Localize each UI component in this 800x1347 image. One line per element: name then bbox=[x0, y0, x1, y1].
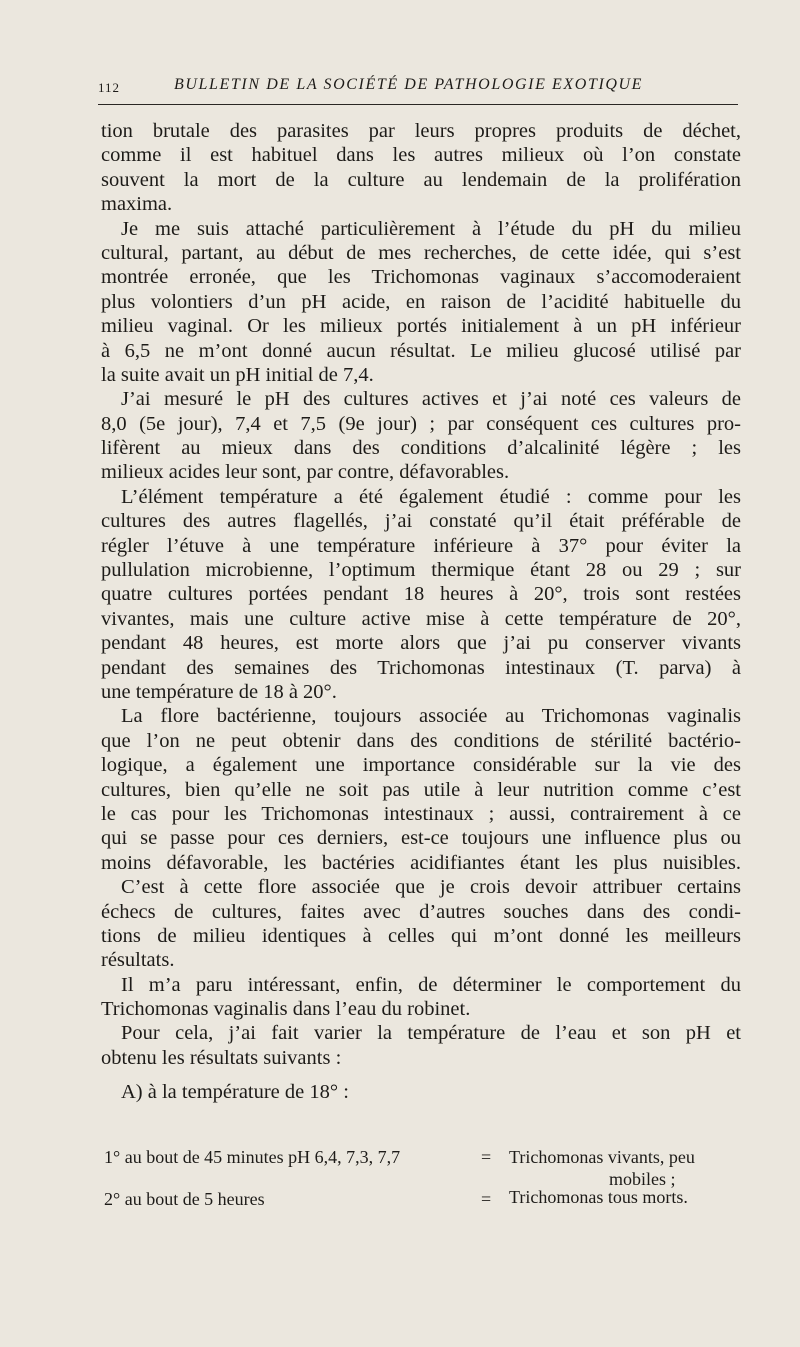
text-line: Je me suis attaché particulièrement à l’étude du pH du milieu bbox=[121, 217, 741, 240]
text-line: L’élément température a été également étudié : comme pour les bbox=[121, 485, 741, 508]
result-outcome-2: Trichomonas tous morts. bbox=[509, 1187, 688, 1207]
text-line: échecs de cultures, faites avec d’autres souches dans des condi- bbox=[101, 900, 741, 923]
text-line: quatre cultures portées pendant 18 heures à 20°, trois sont restées bbox=[101, 583, 741, 606]
text-line: une température de 18 à 20°. bbox=[101, 680, 337, 703]
text-line: logique, a également une importance considérable sur la vie des bbox=[101, 754, 741, 777]
page-number: 112 bbox=[98, 80, 121, 95]
text-line: tions de milieu identiques à celles qui m’ont donné les meilleurs bbox=[101, 924, 741, 947]
text-line: milieu vaginal. Or les milieux portés initialement à un pH inférieur bbox=[101, 315, 741, 338]
text-line: J’ai mesuré le pH des cultures actives et j’ai noté ces valeurs de bbox=[121, 388, 741, 411]
text-line: pendant 48 heures, est morte alors que j’ai pu conserver vivants bbox=[101, 632, 741, 655]
running-title: BULLETIN DE LA SOCIÉTÉ DE PATHOLOGIE EXOTIQUE bbox=[174, 76, 644, 93]
text-line: le cas pour les Trichomonas intestinaux ; aussi, contrairement à ce bbox=[101, 802, 741, 825]
text-line: montrée erronée, que les Trichomonas vaginaux s’accomoderaient bbox=[101, 266, 741, 289]
text-line: tion brutale des parasites par leurs propres produits de déchet, bbox=[101, 120, 741, 142]
text-line: maxima. bbox=[101, 193, 173, 216]
result-outcome-1: Trichomonas vivants, peu bbox=[509, 1147, 695, 1167]
equals-sign: = bbox=[481, 1147, 492, 1167]
text-line: milieux acides leur sont, par contre, défavorables. bbox=[101, 461, 510, 484]
text-line: pullulation microbienne, l’optimum thermique étant 28 ou 29 ; sur bbox=[101, 559, 741, 582]
text-line: résultats. bbox=[101, 949, 175, 972]
text-line: A) à la température de 18° : bbox=[121, 1081, 349, 1104]
text-line: lifèrent au mieux dans des conditions d’alcalinité légère ; les bbox=[101, 437, 741, 460]
text-line: souvent la mort de la culture au lendemain de la prolifération bbox=[101, 168, 741, 191]
text-line: moins défavorable, les bactéries acidifiantes étant les plus nuisibles. bbox=[101, 851, 741, 874]
text-line: obtenu les résultats suivants : bbox=[101, 1046, 342, 1069]
text-line: Il m’a paru intéressant, enfin, de déterminer le comportement du bbox=[121, 973, 741, 996]
result-item-2: 2° au bout de 5 heures bbox=[104, 1189, 265, 1209]
text-line: vivantes, mais une culture active mise à cette température de 20°, bbox=[101, 607, 741, 630]
text-line: cultural, partant, au début de mes recherches, de cette idée, qui s’est bbox=[101, 241, 741, 264]
text-line: C’est à cette flore associée que je crois devoir attribuer certains bbox=[121, 876, 741, 899]
text-line: qui se passe pour ces derniers, est-ce toujours une influence plus ou bbox=[101, 827, 741, 850]
text-line: cultures, bien qu’elle ne soit pas utile à leur nutrition comme c’est bbox=[101, 778, 741, 801]
text-line: Pour cela, j’ai fait varier la température de l’eau et son pH et bbox=[121, 1022, 741, 1045]
equals-sign: = bbox=[481, 1189, 492, 1209]
body-text bbox=[101, 119, 741, 1105]
text-line: comme il est habituel dans les autres milieux où l’on constate bbox=[101, 144, 741, 167]
text-line: plus volontiers d’un pH acide, en raison de l’acidité habituelle du bbox=[101, 290, 741, 313]
result-item-1: 1° au bout de 45 minutes pH 6,4, 7,3, 7,7 bbox=[104, 1147, 401, 1167]
text-line: La flore bactérienne, toujours associée au Trichomonas vaginalis bbox=[121, 705, 741, 728]
text-line: pendant des semaines des Trichomonas intestinaux (T. parva) à bbox=[101, 656, 741, 679]
text-line: que l’on ne peut obtenir dans des conditions de stérilité bactério- bbox=[101, 729, 741, 752]
text-line: à 6,5 ne m’ont donné aucun résultat. Le milieu glucosé utilisé par bbox=[101, 339, 741, 362]
header-rule bbox=[98, 104, 738, 105]
text-line: la suite avait un pH initial de 7,4. bbox=[101, 363, 374, 386]
text-line: 8,0 (5e jour), 7,4 et 7,5 (9e jour) ; par conséquent ces cultures pro- bbox=[101, 412, 741, 435]
text-line: régler l’étuve à une température inférieure à 37° pour éviter la bbox=[101, 534, 741, 557]
text-line: cultures des autres flagellés, j’ai constaté qu’il était préférable de bbox=[101, 510, 741, 533]
result-outcome-1-cont: mobiles ; bbox=[609, 1169, 676, 1189]
text-line: Trichomonas vaginalis dans l’eau du robinet. bbox=[101, 998, 471, 1021]
page-header bbox=[98, 76, 738, 104]
